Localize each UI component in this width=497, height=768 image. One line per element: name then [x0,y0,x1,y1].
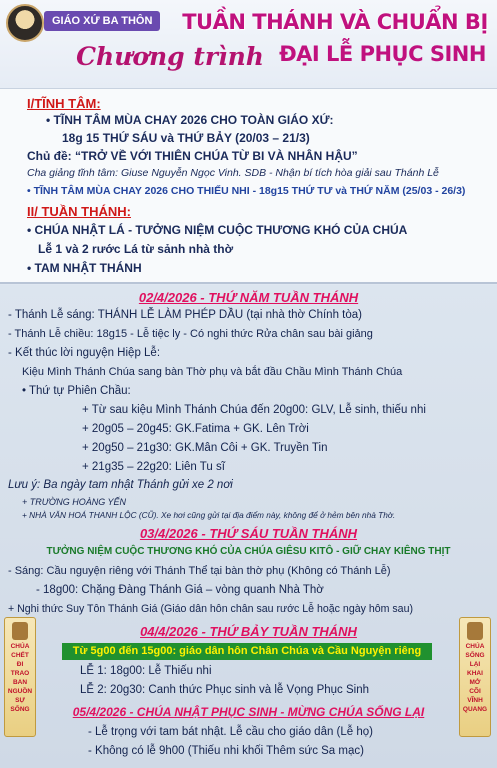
right-banner-word: CHÚA [465,643,485,650]
adoration-slot-3: + 20g50 – 21g30: GK.Mân Côi + GK. Truyền Tin [82,442,328,454]
adoration-slot-2: + 20g05 – 20g45: GK.Fatima + GK. Lên Trời [82,423,309,435]
parking-note-3: + NHÀ VĂN HOÁ THANH LỘC (CŨ). Xe hơi cũng gửi tại địa điểm này, không để ở hẻm bên nhà Thờ. [22,510,396,520]
saturday-banner: 04/4/2026 - THỨ BẢY TUẦN THÁNH [140,624,357,639]
sunday-line-2: - Không có lễ 9h00 (Thiếu nhi khối Thêm sức Sa mạc) [88,745,364,757]
section-1-line-3: Chủ đề: “TRỞ VỀ VỚI THIÊN CHÚA TỪ BI VÀ NHÂN HẬU” [27,149,358,163]
section-1-line-4: Cha giảng tĩnh tâm: Giuse Nguyễn Ngọc Vinh. SDB - Nhận bí tích hòa giải sau Thánh Lễ [27,167,439,179]
crucifix-icon [12,622,28,640]
section-2-line-3: • TAM NHẬT THÁNH [27,261,142,275]
risen-christ-icon [467,622,483,640]
thursday-line-3: - Kết thúc lời nguyện Hiệp Lễ: [8,347,161,359]
friday-line-1: - Sáng: Cầu nguyện riêng với Thánh Thể tại bàn thờ phụ (Không có Thánh Lễ) [8,565,391,577]
friday-subtitle: TƯỞNG NIỆM CUỘC THƯƠNG KHÓ CỦA CHÚA GIÊSU KITÔ - GIỮ CHAY KIÊNG THỊT [46,546,451,557]
friday-banner: 03/4/2026 - THỨ SÁU TUẦN THÁNH [139,526,358,541]
left-banner-word: CHÚA [10,643,30,650]
section-2-line-1: • CHÚA NHẬT LÁ - TƯỞNG NIỆM CUỘC THƯƠNG KHÓ CỦA CHÚA [27,223,407,237]
parking-note-1: Lưu ý: Ba ngày tam nhật Thánh gửi xe 2 nơi [8,479,233,491]
friday-line-3: + Nghi thức Suy Tôn Thánh Giá (Giáo dân hôn chân sau rước Lễ hoặc ngày hôm sau) [8,603,413,615]
right-banner-word: MỞ [469,679,481,686]
right-banner-word: KHAI [467,670,483,677]
right-banner-word: VĨNH [467,697,483,704]
adoration-slot-1: + Từ sau kiệu Mình Thánh Chúa đến 20g00: GLV, Lễ sinh, thiếu nhi [82,404,426,416]
sunday-banner: 05/4/2026 - CHÚA NHẬT PHỤC SINH - MỪNG CHÚA SỐNG LẠI [72,705,425,719]
section-2-line-2: Lễ 1 và 2 rước Lá từ sảnh nhà thờ [38,242,234,256]
thursday-line-2: - Thánh Lễ chiều: 18g15 - Lễ tiệc ly - Có nghi thức Rửa chân sau bài giảng [8,328,373,340]
friday-line-2: - 18g00: Chặng Đàng Thánh Giá – vòng quanh Nhà Thờ [36,584,324,596]
parish-logo-icon [6,4,44,42]
title-line-2: ĐẠI LỄ PHỤC SINH [279,42,486,66]
header [0,0,497,88]
retreat-and-holy-week-section [0,88,497,284]
left-banner-word: TRAO [10,670,30,677]
sunday-line-1: - Lễ trọng với tam bát nhật. Lễ cầu cho giáo dân (Lễ họ) [88,726,373,738]
saturday-line-2: LỄ 2: 20g30: Canh thức Phục sinh và lễ Vọng Phục Sinh [80,684,369,696]
left-banner-word: NGUỒN [7,688,33,695]
adoration-slot-4: + 21g35 – 22g20: Liên Tu sĩ [82,461,225,473]
left-banner-word: ĐI [16,661,24,668]
thursday-line-5: • Thứ tự Phiên Chầu: [22,385,131,397]
thursday-banner: 02/4/2026 - THỨ NĂM TUẦN THÁNH [138,290,359,305]
thursday-line-1: - Thánh Lễ sáng: THÁNH LỄ LÀM PHÉP DẦU (tại nhà thờ Chính tòa) [8,309,362,321]
left-vertical-banner [4,617,36,737]
parking-note-2: + TRƯỜNG HOÀNG YẾN [22,497,127,507]
right-banner-word: QUANG [462,706,488,713]
section-1-line-2: 18g 15 THỨ SÁU và THỨ BẢY (20/03 – 21/3) [62,131,310,145]
right-banner-word: CÕI [469,688,481,695]
section-1-line-5: • TĨNH TÂM MÙA CHAY 2026 CHO THIẾU NHI - 18g15 THỨ TƯ và THỨ NĂM (25/03 - 26/3) [27,185,465,197]
saturday-line-1: LỄ 1: 18g00: Lễ Thiếu nhi [80,665,212,677]
section-1-heading: I/TĨNH TÂM: [27,96,101,111]
right-banner-word: LẠI [469,661,481,668]
title-line-1: TUẦN THÁNH VÀ CHUẨN BỊ [182,10,488,34]
right-banner-word: SỐNG [465,652,485,659]
saturday-veneration-bar: Từ 5g00 đến 15g00: giáo dân hôn Chân Chúa và Cầu Nguyện riêng [62,643,432,660]
left-banner-word: CHẾT [11,652,29,659]
left-banner-word: BAN [12,679,28,686]
parish-name: GIÁO XỨ BA THÔN [44,11,160,31]
section-2-heading: II/ TUẦN THÁNH: [27,204,131,219]
thursday-line-4: Kiệu Mình Thánh Chúa sang bàn Thờ phụ và bắt đầu Chầu Mình Thánh Chúa [22,366,403,378]
left-banner-word: SỐNG [10,706,30,713]
left-banner-word: SỰ [15,697,25,704]
section-1-line-1: • TĨNH TÂM MÙA CHAY 2026 CHO TOÀN GIÁO XỨ: [46,113,334,127]
title-script: Chương trình [76,42,264,71]
right-vertical-banner [459,617,491,737]
